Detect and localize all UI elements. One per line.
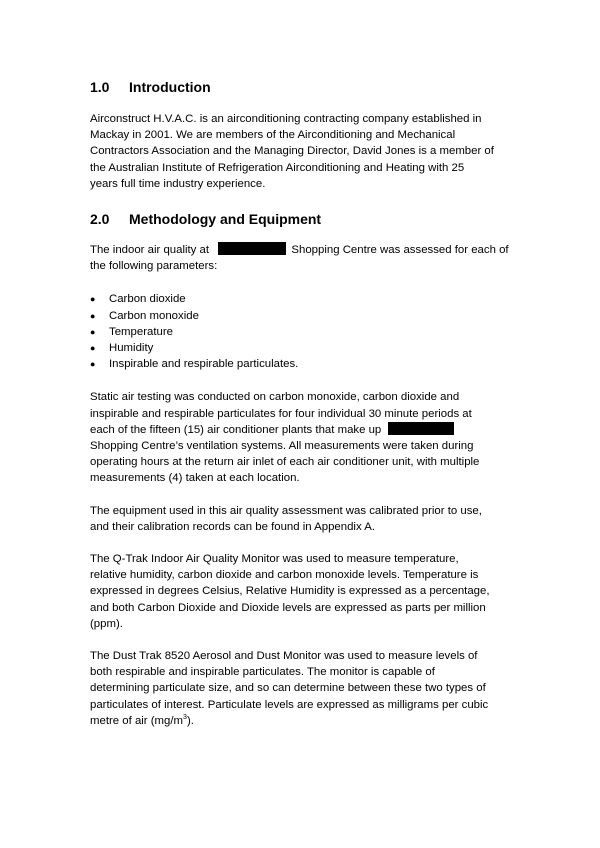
text-fragment: The indoor air quality at [90, 244, 210, 257]
text-line: expressed in degrees Celsius, Relative Humidity is expressed as a percentage, [90, 585, 490, 598]
text-line: The equipment used in this air quality assessment was calibrated prior to use, [90, 504, 482, 517]
heading-introduction [90, 78, 520, 96]
list-item [90, 356, 520, 372]
static-testing-paragraph [90, 389, 520, 486]
bullet-icon: ● [90, 326, 96, 337]
text-line: Mackay in 2001. We are members of the Airconditioning and Mechanical [90, 129, 456, 142]
text-fragment: metre of air (mg/m [90, 714, 184, 727]
bullet-icon: ● [90, 343, 96, 354]
redaction-block [388, 422, 454, 435]
text-line: (ppm). [90, 617, 123, 630]
introduction-paragraph [90, 111, 520, 192]
section-number: 1.0 [90, 79, 110, 95]
bullet-icon: ● [90, 294, 96, 305]
text-line [90, 713, 520, 729]
text-line: the following parameters: [90, 260, 218, 273]
list-item [90, 291, 520, 307]
text-line: determining particulate size, and so can determine between these two types of [90, 682, 486, 695]
text-line: years full time industry experience. [90, 177, 266, 190]
document-page [90, 78, 520, 729]
text-line: and both Carbon Dioxide and Dioxide levels are expressed as parts per million [90, 601, 486, 614]
redaction-block [218, 242, 286, 255]
text-line: Airconstruct H.V.A.C. is an airconditioning contracting company established in [90, 113, 482, 125]
text-line: Shopping Centre’s ventilation systems. All measurements were taken during [90, 440, 474, 453]
superscript: 3 [183, 713, 187, 721]
text-line: operating hours at the return air inlet of each air conditioner unit, with multiple [90, 456, 480, 469]
text-line: both respirable and inspirable particulates. The monitor is capable of [90, 666, 435, 679]
text-fragment: ). [186, 714, 194, 727]
text-line: the Australian Institute of Refrigeration Airconditioning and Heating with 25 [90, 161, 465, 174]
text-line: Contractors Association and the Managing Director, David Jones is a member of [90, 145, 494, 158]
heading-methodology [90, 210, 520, 228]
calibration-paragraph [90, 503, 520, 535]
text-line [90, 422, 520, 438]
list-item [90, 324, 520, 340]
list-item [90, 340, 520, 356]
text-line: The Dust Trak 8520 Aerosol and Dust Monitor was used to measure levels of [90, 650, 478, 663]
text-line: and their calibration records can be found in Appendix A. [90, 520, 375, 533]
text-line: particulates of interest. Particulate levels are expressed as milligrams per cubic [90, 698, 489, 711]
list-item [90, 308, 520, 324]
dusttrak-paragraph [90, 648, 520, 729]
list-item-label: Inspirable and respirable particulates. [109, 358, 299, 371]
section-number: 2.0 [90, 211, 110, 228]
text-line: Static air testing was conducted on carbon monoxide, carbon dioxide and [90, 391, 460, 404]
list-item-label: Carbon monoxide [109, 309, 199, 322]
text-line: The Q-Trak Indoor Air Quality Monitor was used to measure temperature, [90, 553, 459, 566]
text-line: relative humidity, carbon dioxide and carbon monoxide levels. Temperature is [90, 569, 479, 582]
text-fragment: each of the fifteen (15) air conditioner plants that make up [90, 423, 382, 436]
list-item-label: Temperature [109, 325, 173, 338]
text-line [90, 242, 520, 258]
qtrak-paragraph [90, 551, 520, 632]
section-title: Introduction [129, 79, 211, 95]
text-fragment: Shopping Centre was assessed for each of [291, 244, 509, 257]
parameters-list [90, 291, 520, 372]
bullet-icon: ● [90, 359, 96, 370]
bullet-icon: ● [90, 310, 96, 321]
list-item-label: Carbon dioxide [109, 293, 186, 306]
text-line: measurements (4) taken at each location. [90, 472, 300, 485]
list-item-label: Humidity [109, 342, 154, 355]
text-line: inspirable and respirable particulates for four individual 30 minute periods at [90, 407, 472, 420]
section-title: Methodology and Equipment [129, 211, 322, 228]
methodology-intro-paragraph [90, 242, 520, 274]
